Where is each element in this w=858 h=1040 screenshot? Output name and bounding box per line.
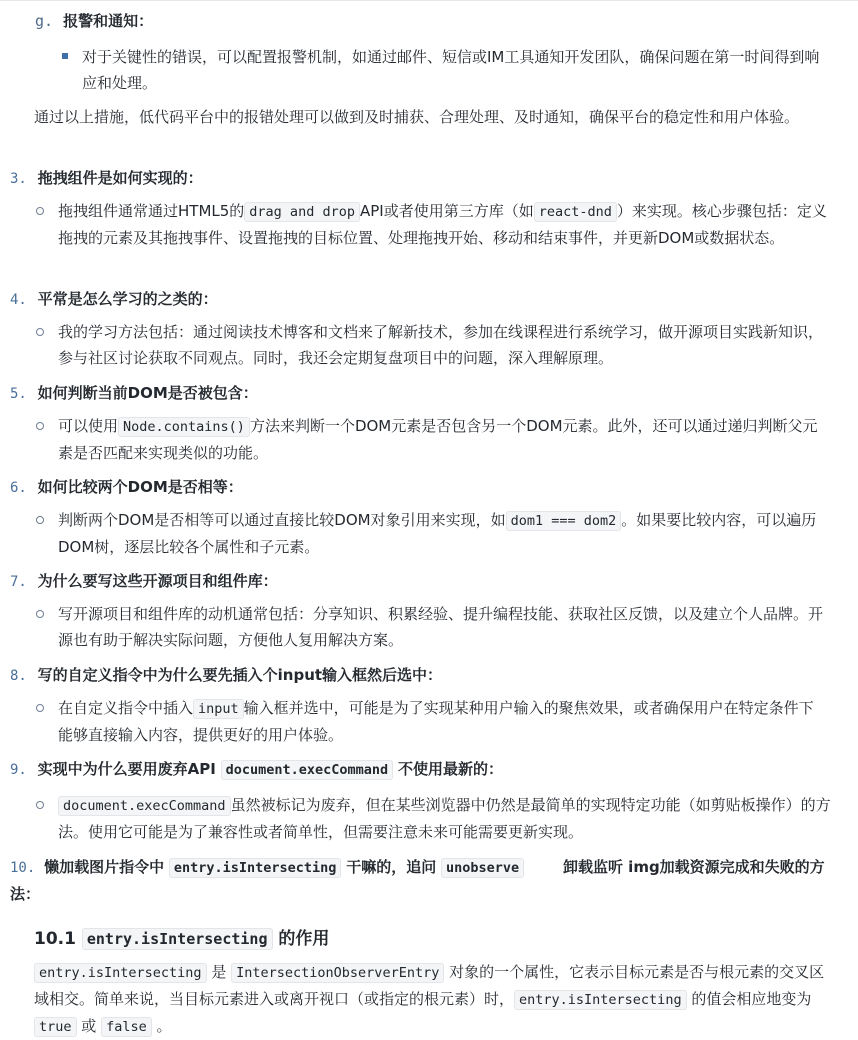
text-span: 虽然被标记为废弃，但在某些浏览器中仍然是最简单的实现特定功能（如剪贴板操作）的方法。使用它可能是为了兼容性或者简单性，但需要注意未来可能需要更新实现。: [58, 796, 831, 841]
text-span: 在自定义指令中插入: [58, 699, 194, 717]
list-item-3-body: [58, 198, 828, 251]
text-span: 判断两个DOM是否相等可以通过直接比较DOM对象引用来实现，如: [58, 511, 506, 529]
list-number: 10.: [10, 860, 36, 876]
list-item-g-heading: [35, 10, 153, 31]
top-divider: [0, 0, 858, 1]
inline-code: Node.contains(): [118, 417, 250, 437]
subsection-title: 的作用: [278, 929, 330, 949]
list-item-6-heading: [10, 476, 243, 497]
circle-bullet-icon: [36, 610, 44, 618]
list-item-title-a: 实现中为什么要用废弃API: [37, 760, 216, 778]
list-item-5-heading: [10, 382, 258, 403]
list-number: 7.: [10, 574, 27, 590]
summary-paragraph: 通过以上措施，低代码平台中的报错处理可以做到及时捕获、合理处理、及时通知，确保平台的稳定性和用户体验。: [34, 108, 800, 126]
text-span: 。如果要比较内容，可以遍历DOM树，逐层比较各个属性和子元素。: [58, 511, 817, 556]
list-item-title: 平常是怎么学习的之类的：: [37, 290, 218, 308]
circle-bullet-icon: [36, 328, 44, 336]
circle-bullet-icon: [36, 207, 44, 215]
list-item-6-body: [58, 507, 833, 560]
list-item-title-a: 懒加载图片指令中: [44, 858, 165, 876]
list-number: 5.: [10, 386, 27, 402]
list-number: 4.: [10, 292, 27, 308]
g-bullet-text: 对于关键性的错误，可以配置报警机制，如通过邮件、短信或IM工具通知开发团队，确保问题在第一时间得到响应和处理。: [82, 48, 820, 92]
inline-code: unobserve: [441, 858, 524, 878]
inline-code: react-dnd: [534, 202, 617, 222]
list-item-title: 拖拽组件是如何实现的：: [37, 169, 203, 187]
inline-code: entry.isIntersecting: [82, 928, 273, 950]
list-item-title: 如何判断当前DOM是否被包含：: [37, 384, 258, 402]
circle-bullet-icon: [36, 516, 44, 524]
inline-code: true: [34, 1017, 77, 1037]
list-item-title: 写的自定义指令中为什么要先插入个input输入框然后选中：: [37, 666, 443, 684]
text-span: 对象的一个属性，它表示目标元素是否与根元素的交叉区域相交。简单来说，当目标元素进入或离开视口（或指定的根元素）时，: [34, 963, 825, 1008]
text-span: 的值会相应地变为: [691, 990, 812, 1008]
list-number: 3.: [10, 171, 27, 187]
list-number: 9.: [10, 762, 27, 778]
final-paragraph: [34, 959, 828, 1040]
inline-code: drag and drop: [244, 202, 360, 222]
inline-code: entry.isIntersecting: [514, 990, 687, 1010]
list-number: 8.: [10, 668, 27, 684]
text-span: 。: [156, 1017, 172, 1035]
inline-code: false: [101, 1017, 152, 1037]
list-item-title: 如何比较两个DOM是否相等：: [37, 478, 243, 496]
text-span: 可以使用: [58, 417, 119, 435]
list-item-7-heading: [10, 570, 278, 591]
text-span: 方法来判断一个DOM元素是否包含另一个DOM元素。此外，还可以通过递归判断父元素是否匹配来实现类似的功能。: [58, 417, 818, 462]
subsection-heading: [34, 924, 329, 949]
inline-code: IntersectionObserverEntry: [231, 963, 444, 983]
circle-bullet-icon: [36, 704, 44, 712]
text-span: API或者使用第三方库（如: [359, 202, 534, 220]
text-span: 拖拽组件通常通过HTML5的: [58, 202, 245, 220]
list-item-title-b: 不使用最新的：: [397, 760, 503, 778]
square-bullet-icon: [62, 53, 68, 59]
inline-code: document.execCommand: [58, 796, 231, 816]
list-item-title-b: 干嘛的，追问: [346, 858, 437, 876]
inline-code: entry.isIntersecting: [169, 858, 342, 878]
inline-code: document.execCommand: [221, 760, 394, 780]
inline-code: entry.isIntersecting: [34, 963, 207, 983]
inline-code: input: [193, 699, 244, 719]
inline-code: dom1 === dom2: [506, 511, 622, 531]
list-item-5-body: [58, 413, 828, 466]
list-item-8-heading: [10, 664, 442, 685]
text-span: ）来实现。核心步骤包括：定义拖拽的元素及其拖拽事件、设置拖拽的目标位置、处理拖拽开始、移动和结束事件，并更新DOM或数据状态。: [58, 202, 827, 247]
subsection-number: 10.1: [34, 929, 76, 949]
text-span: 输入框并选中，可能是为了实现某种用户输入的聚焦效果，或者确保用户在特定条件下能够直接输入内容，提供更好的用户体验。: [58, 699, 814, 744]
list-marker-g: g.: [35, 12, 54, 30]
list-item-7-body: 写开源项目和组件库的动机通常包括：分享知识、积累经验、提升编程技能、获取社区反馈，以及建立个人品牌。开源也有助于解决实际问题，方便他人复用解决方案。: [58, 605, 824, 649]
list-item-title: 为什么要写这些开源项目和组件库：: [37, 572, 278, 590]
list-item-4-heading: [10, 288, 218, 309]
circle-bullet-icon: [36, 422, 44, 430]
circle-bullet-icon: [36, 801, 44, 809]
list-item-title-c: 卸载监听 img加载资源完成和失败的方法：: [10, 858, 825, 903]
text-span: 是: [211, 963, 227, 981]
list-item-3-heading: [10, 167, 203, 188]
list-number: 6.: [10, 480, 27, 496]
list-item-9-heading: [10, 758, 503, 779]
list-item-9-body: [58, 792, 833, 845]
list-item-8-body: [58, 695, 828, 748]
g-title: 报警和通知：: [63, 12, 154, 30]
list-item-10-heading: [10, 854, 835, 907]
list-item-4-body: 我的学习方法包括：通过阅读技术博客和文档来了解新技术，参加在线课程进行系统学习，做开源项目实践新知识，参与社区讨论获取不同观点。同时，我还会定期复盘项目中的问题，深入理解原理。: [58, 323, 824, 367]
text-span: 或: [81, 1017, 97, 1035]
